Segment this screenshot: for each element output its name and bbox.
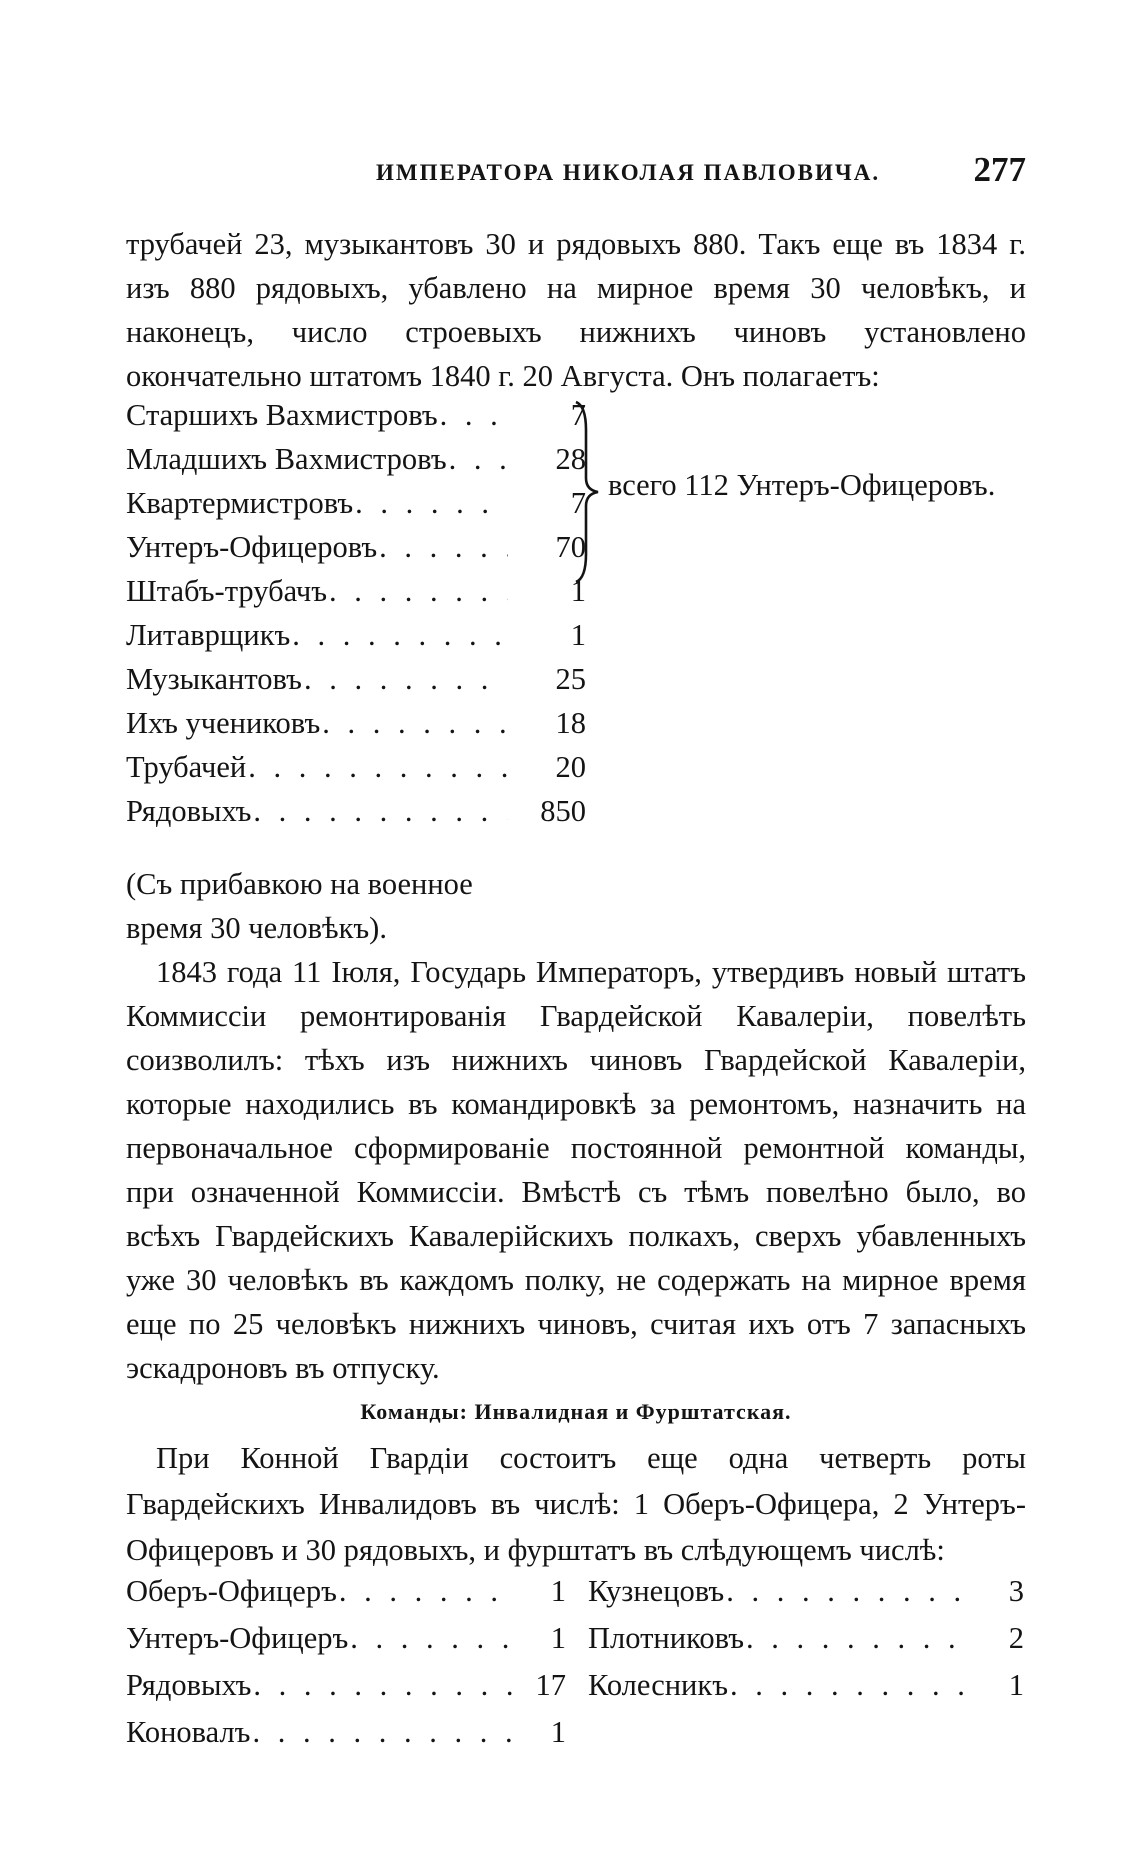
roster-count: 7 <box>570 486 586 520</box>
roster-count: 70 <box>555 530 586 564</box>
roster-count: 25 <box>555 662 586 696</box>
furshtat-label: Кузнецовъ <box>588 1574 725 1608</box>
roster-row <box>126 706 586 750</box>
roster-row <box>126 486 586 530</box>
roster-row <box>126 530 586 574</box>
roster-label: Литаврщикъ <box>126 618 291 652</box>
paragraph-decree: 1843 года 11 Іюля, Государь Императоръ, утвердивъ новый штатъ Коммиссіи ремонтированія Гвардейской Кавалеріи, повелѣть соизволилъ: тѣхъ изъ нижнихъ чиновъ Гвардейской Кавалеріи, которые находились въ командировкѣ за ремонтомъ, назначить на первоначальное сформированіе постоянной ремонтной команды, при означенной Коммиссіи. Вмѣстѣ съ тѣмъ повелѣно было, во всѣхъ Гвардейскихъ Кавалерійскихъ полкахъ, сверхъ убавленныхъ уже 30 человѣкъ въ каждомъ полку, не содержать на мирное время еще по 25 человѣкъ нижнихъ чиновъ, считая ихъ отъ 7 запасныхъ эскадроновъ въ отпуску. <box>126 955 1026 1385</box>
roster-note: (Съ прибавкою на военное время 30 человѣкъ). <box>126 867 473 945</box>
furshtat-count: 2 <box>1008 1621 1024 1655</box>
roster-row <box>126 442 586 486</box>
roster-count: 7 <box>570 398 586 432</box>
roster-row <box>126 662 586 706</box>
furshtat-label: Коновалъ <box>126 1715 251 1749</box>
furshtat-label: Оберъ-Офицеръ <box>126 1574 337 1608</box>
furshtat-row <box>588 1621 1024 1668</box>
paragraph-invalids: При Конной Гвардіи состоитъ еще одна четверть роты Гвардейскихъ Инвалидовъ въ числѣ: 1 Оберъ-Офицера, 2 Унтеръ-Офицеровъ и 30 рядовыхъ, и фурштатъ въ слѣдующемъ числѣ: <box>126 1441 1026 1567</box>
furshtat-label: Колесникъ <box>588 1668 728 1702</box>
roster-label: Унтеръ-Офицеровъ <box>126 530 378 564</box>
roster-count: 1 <box>570 574 586 608</box>
dot-leader <box>253 794 508 829</box>
curly-brace-icon <box>572 400 602 584</box>
roster-label: Музыкантовъ <box>126 662 302 696</box>
furshtat-row <box>126 1668 566 1715</box>
roster-row <box>126 574 586 618</box>
furshtat-row <box>588 1668 1024 1715</box>
roster-count: 20 <box>555 750 586 784</box>
brace-total-note: всего 112 Унтеръ-Офицеровъ. <box>608 468 996 502</box>
dot-leader <box>726 1574 970 1609</box>
roster-label: Старшихъ Вахмистровъ <box>126 398 438 432</box>
furshtat-label: Плотниковъ <box>588 1621 744 1655</box>
furshtat-count: 1 <box>550 1715 566 1749</box>
furshtat-label: Унтеръ-Офицеръ <box>126 1621 349 1655</box>
running-title: ИМПЕРАТОРА НИКОЛАЯ ПАВЛОВИЧА. <box>376 160 881 185</box>
roster-row <box>126 398 586 442</box>
roster-label: Ихъ учениковъ <box>126 706 321 740</box>
roster-label: Младшихъ Вахмистровъ <box>126 442 447 476</box>
roster-row <box>126 750 586 794</box>
dot-leader <box>350 1621 512 1656</box>
furshtat-count: 1 <box>550 1574 566 1608</box>
roster-label: Штабъ-трубачъ <box>126 574 328 608</box>
dot-leader <box>252 1715 512 1750</box>
roster-count: 18 <box>555 706 586 740</box>
dot-leader <box>379 530 508 565</box>
dot-leader <box>329 574 508 609</box>
roster-count: 28 <box>555 442 586 476</box>
dot-leader <box>253 1668 512 1703</box>
dot-leader <box>440 398 508 433</box>
dot-leader <box>322 706 508 741</box>
roster-label: Квартермистровъ <box>126 486 354 520</box>
furshtat-row <box>126 1574 566 1621</box>
dot-leader <box>730 1668 970 1703</box>
running-head <box>126 150 1026 200</box>
roster-count: 1 <box>570 618 586 652</box>
dot-leader <box>304 662 508 697</box>
paragraph-intro: трубачей 23, музыкантовъ 30 и рядовыхъ 880. Такъ еще въ 1834 г. изъ 880 рядовыхъ, убавлено на мирное время 30 человѣкъ, и наконецъ, число строевыхъ нижнихъ чиновъ установлено окончательно штатомъ 1840 г. 20 Августа. Онъ полагаетъ: <box>126 227 1026 393</box>
roster-row <box>126 794 586 838</box>
furshtat-row <box>126 1715 566 1762</box>
furshtat-list-left <box>126 1574 566 1762</box>
dot-leader <box>339 1574 512 1609</box>
furshtat-row <box>588 1574 1024 1621</box>
staff-roster <box>126 398 586 838</box>
furshtat-count: 1 <box>1008 1668 1024 1702</box>
roster-label: Рядовыхъ <box>126 794 252 828</box>
dot-leader <box>449 442 508 477</box>
page-number: 277 <box>973 150 1026 189</box>
furshtat-list-right <box>588 1574 1024 1715</box>
roster-label: Трубачей <box>126 750 247 784</box>
furshtat-row <box>126 1621 566 1668</box>
furshtat-count: 17 <box>535 1668 566 1702</box>
dot-leader <box>248 750 508 785</box>
furshtat-count: 3 <box>1008 1574 1024 1608</box>
roster-count: 850 <box>540 794 586 828</box>
dot-leader <box>292 618 508 653</box>
furshtat-label: Рядовыхъ <box>126 1668 252 1702</box>
section-heading: Команды: Инвалидная и Фурштатская. <box>360 1399 792 1424</box>
roster-row <box>126 618 586 662</box>
furshtat-count: 1 <box>550 1621 566 1655</box>
dot-leader <box>746 1621 970 1656</box>
dot-leader <box>355 486 508 521</box>
